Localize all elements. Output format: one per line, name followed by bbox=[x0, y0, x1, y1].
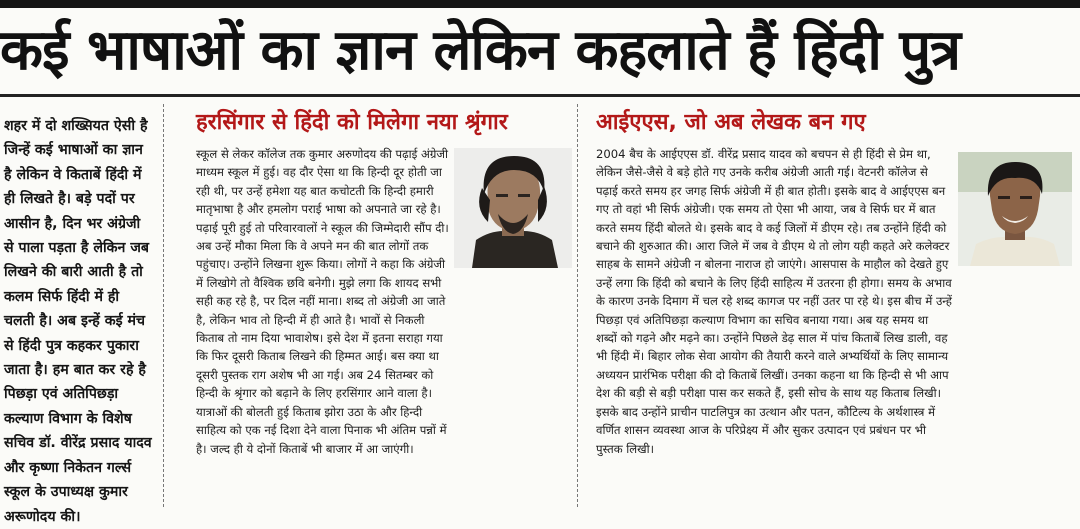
story1-heading: हरसिंगार से हिंदी को मिलेगा नया श्रृंगार bbox=[196, 110, 508, 135]
story1-body-upper bbox=[196, 145, 450, 456]
column-divider-1 bbox=[163, 104, 164, 507]
column-divider-2 bbox=[577, 104, 578, 507]
top-rule bbox=[0, 0, 1080, 8]
page-headline: कई भाषाओं का ज्ञान लेकिन कहलाते हैं हिंदी पुत्र bbox=[0, 18, 961, 83]
story1-photo bbox=[454, 148, 572, 268]
story2-photo bbox=[958, 152, 1072, 266]
story2-body: 2004 बैच के आईएएस डॉ. वीरेंद्र प्रसाद यादव को बचपन से ही हिंदी से प्रेम था, लेकिन जैसे-जैसे वे बड़े होते गए उनके करीब अंग्रेजी आती गई। वेटनरी कॉलेज से पढ़ाई करते समय हर जगह सिर्फ अंग्रेजी में ही बात होती। इसके बाद वे आईएएस बन गए तो वहां भी सिर्फ अंग्रेजी। एक समय तो ऐसा भी आया, जब वे सिर्फ घर में बात करते समय हिंदी बोलते थे। इसके बाद वे कई जिलों में डीएम रहे। तब उन्होंने हिंदी को बचाने की शुरुआत की। आरा जिले में जब वे डीएम थे तो लोग यही कहते अरे कलेक्टर साहब के सामने अंग्रेजी न बोलना नाराज हो जाएंगे। आसपास के माहौल को देखते हुए उन्हें लगा कि हिंदी को बचाने के लिए हिंदी साहित्य में उतरना ही होगा। समय के अभाव के कारण उनके दिमाग में चल रहे शब्द कागज पर नहीं उतर पा रहे थे। इस बीच में उन्हें पिछड़ा एवं अतिपिछड़ा कल्याण विभाग का सचिव बनाया गया। अब यह समय था शब्दों को गढ़ने और मढ़ने का। उन्होंने पिछले डेढ़ साल में पांच किताबें लिख डाली, वह भी हिंदी में। बिहार लोक सेवा आयोग की तैयारी करने वाले अभ्यर्थियों के लिए सामान्य अध्ययन प्रारंभिक परीक्षा की दो किताबें लिखीं। उनका कहना था कि हिन्दी से भी आप देश की बड़ी से बड़ी परीक्षा पास कर सकते हैं, इसी सोच के साथ यह किताब लिखी। इसके बाद उन्होंने प्राचीन पाटलिपुत्र का उत्थान और पतन, कौटिल्य के अर्थशास्त्र में वर्णित शासन व्यवस्था आज के परिप्रेक्ष्य में और सुकर उत्पादन एवं प्रबंधन पर भी पुस्तक लिखी। bbox=[596, 147, 952, 456]
headline-rule bbox=[0, 94, 1080, 97]
story2-body-column bbox=[596, 145, 952, 507]
intro-text: शहर में दो शख्सियत ऐसी है जिन्हें कई भाषाओं का ज्ञान है लेकिन वे किताबें हिंदी में ही लिखते है। बड़े पदों पर आसीन है, दिन भर अंग्रेजी से पाला पड़ता है लेकिन जब लिखने की बारी आती है तो कलम सिर्फ हिंदी में ही चलती है। अब इन्हें कई मंच से हिंदी पुत्र कहकर पुकारा जाता है। हम बात कर रहे है पिछड़ा एवं अतिपिछड़ा कल्याण विभाग के विशेष सचिव डॉ. वीरेंद्र प्रसाद यादव और कृष्णा निकेतन गर्ल्स स्कूल के उपाध्यक्ष कुमार अरूणोदय की। bbox=[4, 118, 152, 525]
story1-body: स्कूल से लेकर कॉलेज तक कुमार अरुणोदय की पढ़ाई अंग्रेजी माध्यम स्कूल में हुई। वह दौर ऐसा था कि हिन्दी दूर होती जा रही थी, पर उन्हें हमेशा यह बात कचोटती कि हिन्दी हमारी मातृभाषा है और हमलोग पराई भाषा को अपनाते जा रहे है। पढ़ाई पूरी हुई तो परिवारवालों ने स्कूल की जिम्मेदारी सौंप दी। अब उन्हें मौका मिला कि वे अपने मन की बात लोगों तक पहुंचाए। उन्होंने लिखना शुरू किया। लोगों ने कहा कि अंग्रेजी में लिखोगे तो वैश्विक छवि बनेगी। मुझे लगा कि शायद सभी सही कह रहे है, पर दिल नहीं माना। शब्द तो अंग्रेजी आ जाते है, लेकिन भाव तो हिन्दी में ही आते है। भावों से निकली किताब तो नाम दिया भावाशेष। इसे देश में इतना सराहा गया कि फिर दूसरी किताब लिखने की हिम्मत आई। बस क्या था दूसरी पुस्तक राग अशेष भी आ गई। अब 24 सितम्बर को हिन्दी के श्रृंगार को बढ़ाने के लिए हरसिंगार आने वाला है। यात्राओं की बोलती हुई किताब झोरा उठा के और हिन्दी साहित्य को एक नई दिशा देने वाला पिनाक भी अंतिम पन्नों में है। जल्द ही ये दोनों किताबें भी बाजार में आ जाएंगी। bbox=[196, 147, 449, 456]
intro-column bbox=[4, 114, 154, 525]
story2-heading: आईएएस, जो अब लेखक बन गए bbox=[596, 110, 866, 135]
